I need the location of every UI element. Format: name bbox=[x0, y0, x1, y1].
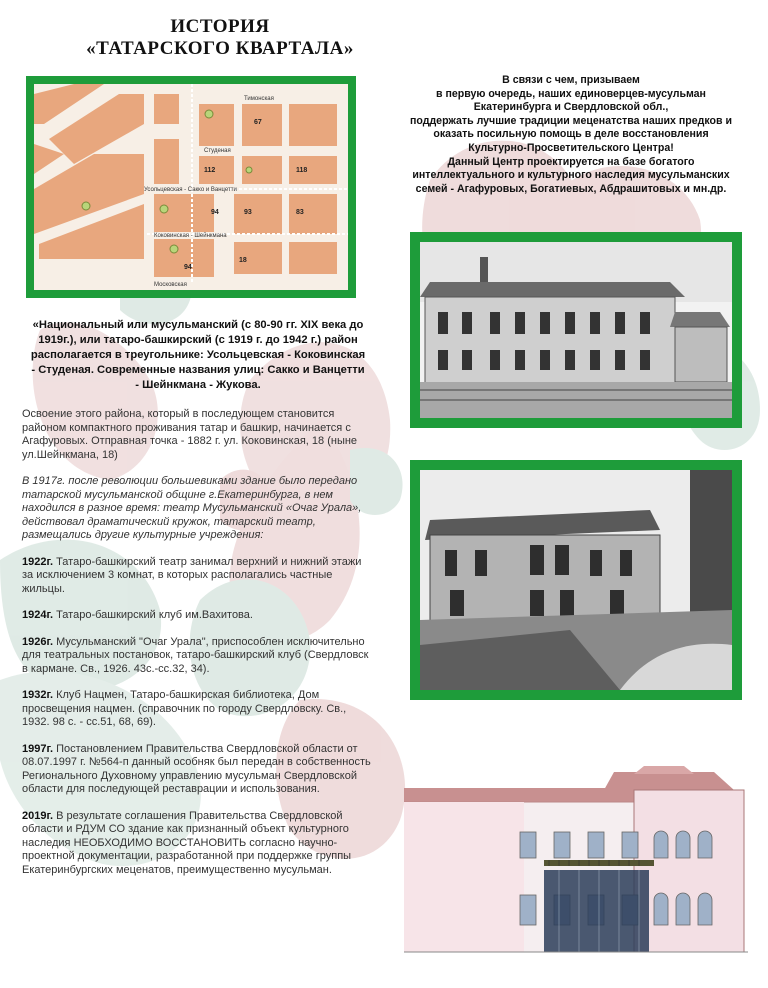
entry-text: Мусульманский "Очаг Урала", приспособлен исключительно для театральных постановок, татаро-башкирский клуб (Свердловск в кармане. Св., 1926. 43с.-сс.32, 34). bbox=[22, 635, 369, 675]
map-icon bbox=[34, 84, 348, 290]
entry-text: Клуб Нацмен, Татаро-башкирская библиотека, Дом просвещения нацмен. (справочник по городу Свердловску. Св., 1932. 98 с. - сс.51, 68, 69). bbox=[22, 689, 347, 728]
district-map bbox=[34, 84, 348, 290]
history-entry bbox=[22, 689, 374, 730]
history-entry bbox=[22, 810, 374, 878]
appeal-line: Культурно-Просветительского Центра! bbox=[468, 141, 674, 154]
appeal-line: поддержать лучшие традиции меценатства наших предков и bbox=[410, 114, 732, 127]
history-paragraph-italic: В 1917г. после революции большевиками здание было передано татарской мусульманской общине г.Екатеринбурга, в нем находился в разное время: театр Мусульманский «Очаг Урала», действовал драматический кружок, татарский театр, размещались другие культурные учреждения: bbox=[22, 475, 362, 541]
map-street-label: Тимонская bbox=[244, 96, 274, 102]
map-lot-number: 118 bbox=[296, 167, 308, 174]
entry-year: 1922г. bbox=[22, 555, 54, 568]
facade-drawing-icon bbox=[404, 760, 748, 960]
map-lot-number: 94 bbox=[184, 264, 192, 271]
history-paragraph: Освоение этого района, который в последующем становится районом компактного проживания татар и башкир, начинается с Агафуровых. Отправная точка - 1882 г. ул. Коковинская, 18 (ныне ул.Шейнкмана, 18) bbox=[22, 408, 358, 461]
history-entry bbox=[22, 556, 374, 597]
entry-text: Татаро-башкирский клуб им.Вахитова. bbox=[53, 609, 253, 621]
map-frame bbox=[26, 76, 356, 298]
appeal-line: Данный Центр проектируется на базе богатого bbox=[447, 155, 695, 168]
history-entry bbox=[22, 636, 374, 677]
appeal-line: оказать посильную помощь в деле восстановления bbox=[433, 128, 709, 141]
entry-text: Постановлением Правительства Свердловской области от 08.07.1997 г. №564-п данный особняк был передан в собственность Регионального Духовному управлению мусульман Свердловской области для последующей реставрации и использования. bbox=[22, 742, 371, 795]
ruin-photo-icon bbox=[420, 470, 732, 690]
page-title bbox=[70, 16, 370, 60]
appeal-line: интеллектуального и культурного наследия мусульманских bbox=[412, 169, 730, 182]
map-lot-number: 94 bbox=[211, 209, 219, 216]
map-lot-number: 67 bbox=[254, 119, 262, 126]
appeal-text bbox=[376, 74, 766, 196]
intro-paragraph: «Национальный или мусульманский (с 80-90 гг. XIX века до 1919г.), или татаро-башкирский (с 1919 г. до 1942 г.) район располагается в треугольнике: Усольцевская - Коковинская - Студеная. Современные названия улиц: Сакко и Ванцетти - Шейнкмана - Жукова. bbox=[30, 319, 366, 391]
entry-year: 1926г. bbox=[22, 635, 54, 648]
entry-year: 1924г. bbox=[22, 609, 54, 621]
map-lot-number: 83 bbox=[296, 209, 304, 216]
entry-year: 2019г. bbox=[22, 809, 54, 822]
history-text bbox=[22, 408, 374, 890]
map-street-label: Студеная bbox=[204, 148, 231, 154]
entry-year: 1932г. bbox=[22, 689, 54, 701]
page-title-line2: «ТАТАРСКОГО КВАРТАЛА» bbox=[86, 38, 354, 59]
appeal-line: семей - Агафуровых, Богатиевых, Абдрашитовых и мн.др. bbox=[415, 182, 727, 195]
building-photo-icon bbox=[420, 242, 732, 418]
history-entry bbox=[22, 609, 374, 623]
appeal-line: Екатеринбурга и Свердловской обл., bbox=[473, 101, 669, 114]
facade-drawing bbox=[404, 760, 748, 960]
entry-text: В результате соглашения Правительства Свердловской области и РДУМ СО здание как признанный объект культурного наследия НЕОБХОДИМО ВОССТАНОВИТЬ согласно научно-проектной документации, разработанной при поддержке группы Екатеринбургских меценатов, преимущественно мусульман. bbox=[22, 809, 352, 876]
ruin-photo-frame bbox=[410, 460, 742, 700]
map-lot-number: 93 bbox=[244, 209, 252, 216]
page-title-line1: ИСТОРИЯ bbox=[170, 16, 270, 37]
map-street-label: Коковинская - Шейнкмана bbox=[154, 233, 227, 239]
map-lot-number: 18 bbox=[239, 257, 247, 264]
history-entry bbox=[22, 743, 374, 797]
appeal-line: В связи с чем, призываем bbox=[502, 74, 640, 86]
map-street-label: Усольцевская - Сакко и Ванцетти bbox=[144, 187, 237, 193]
appeal-line: в первую очередь, наших единоверцев-мусульман bbox=[436, 87, 706, 100]
map-lot-number: 112 bbox=[204, 167, 216, 174]
entry-year: 1997г. bbox=[22, 742, 54, 755]
historic-photo-frame bbox=[410, 232, 742, 428]
entry-text: Татаро-башкирский театр занимал верхний и нижний этажи за исключением 3 комнат, в которых располагались частные жильцы. bbox=[22, 555, 362, 595]
map-street-label: Московская bbox=[154, 282, 187, 288]
